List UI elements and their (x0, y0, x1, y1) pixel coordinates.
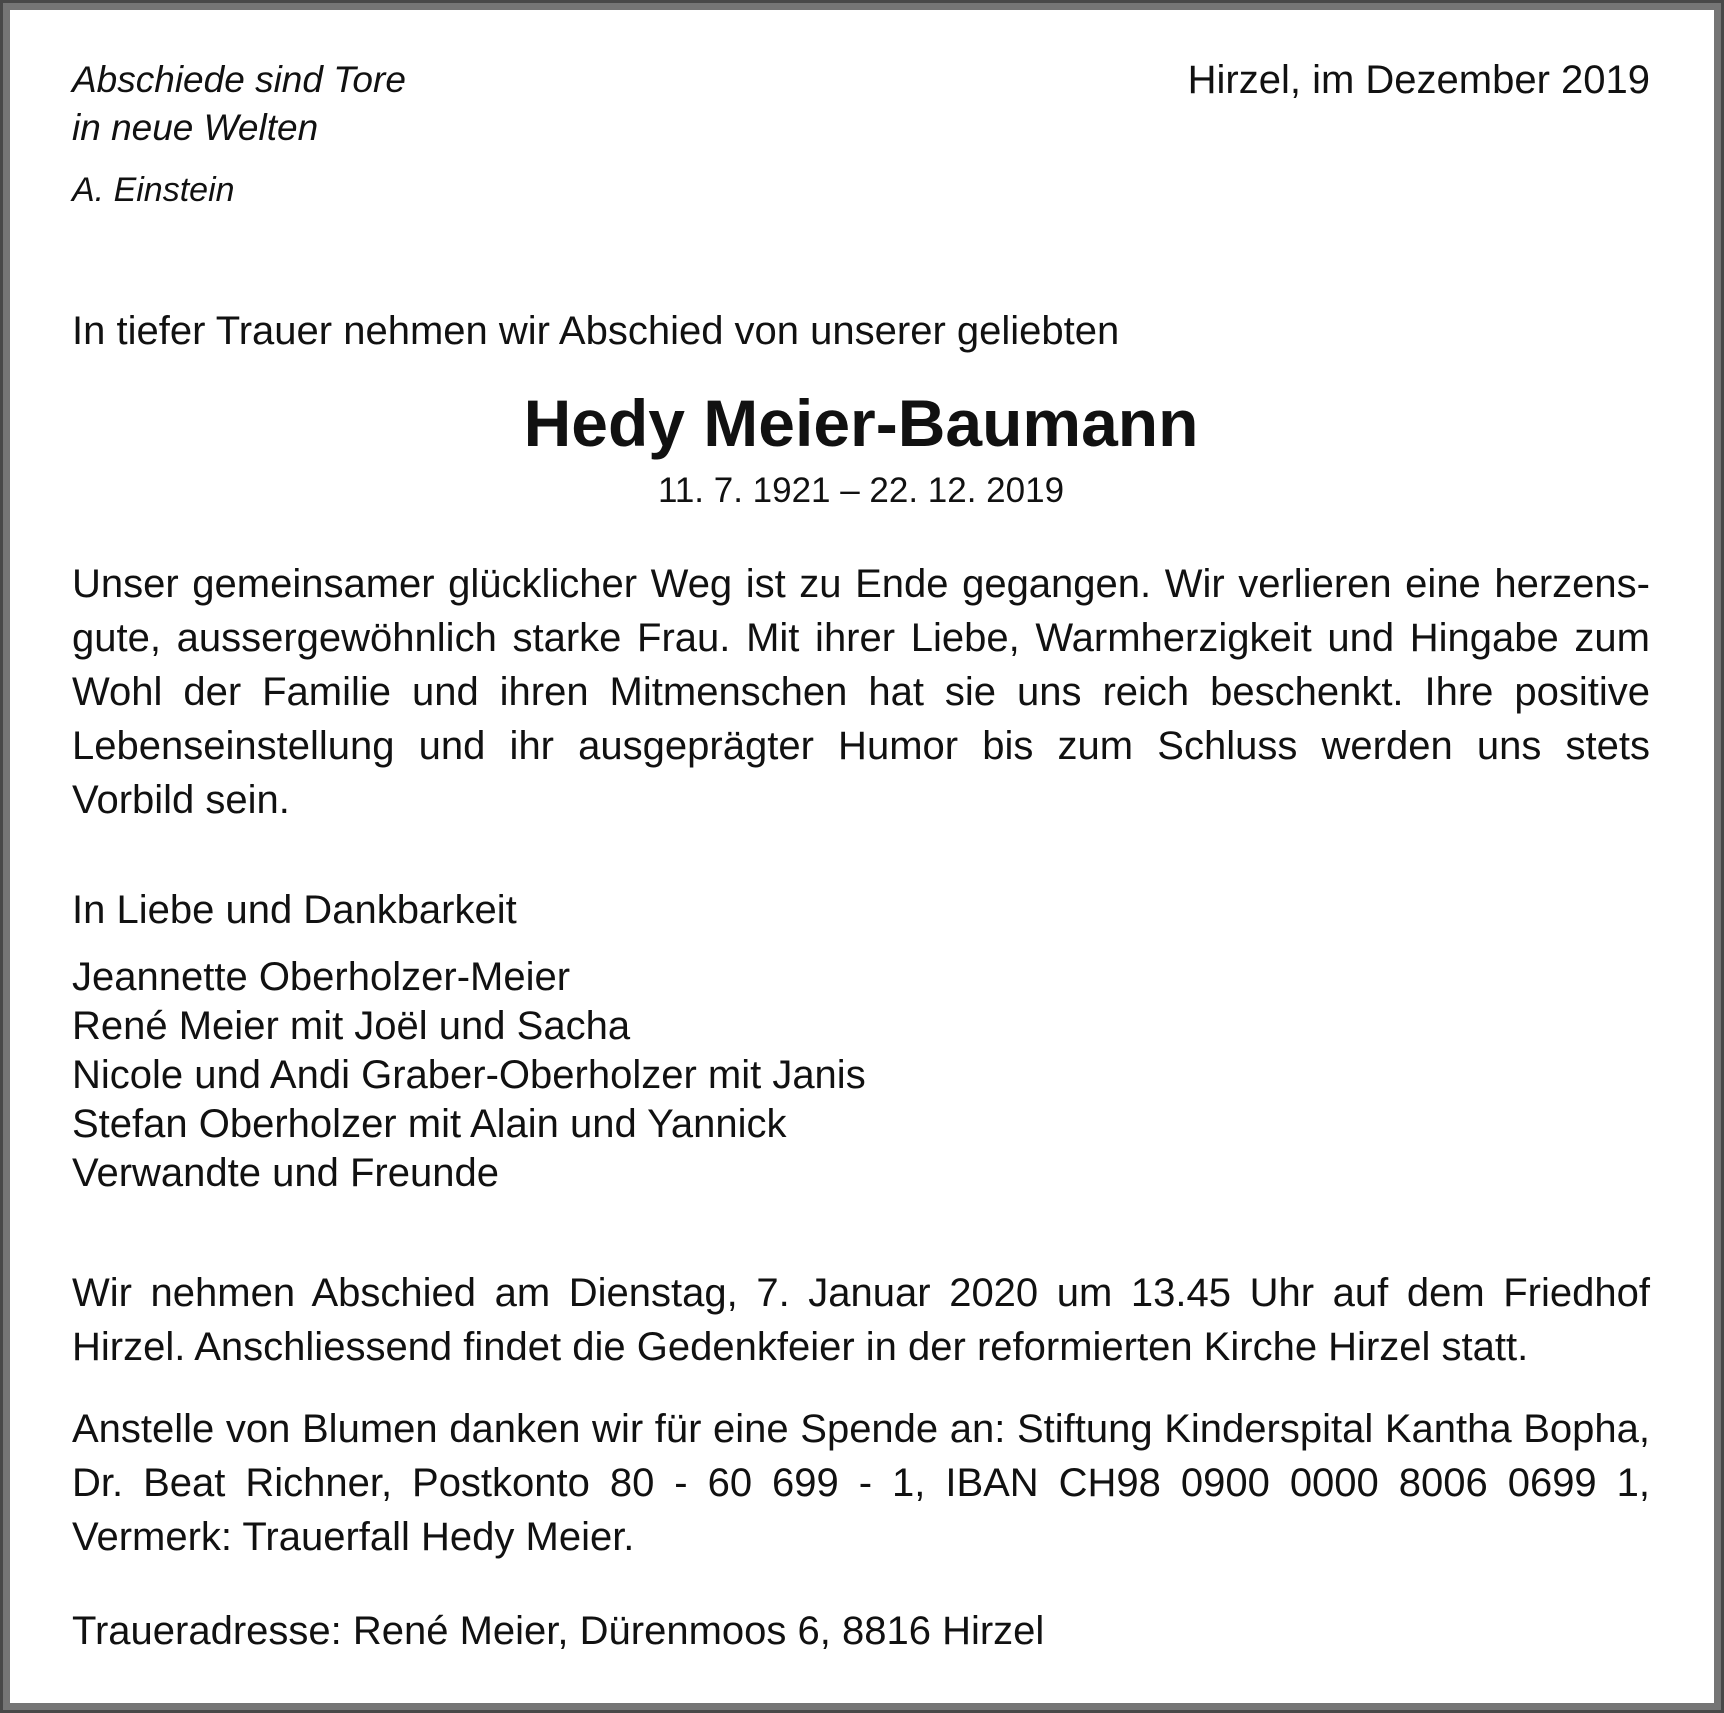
obituary-notice (3, 3, 1721, 1710)
epigraph-line-1: Abschiede sind Tore (72, 59, 406, 100)
epigraph-line-2: in neue Welten (72, 107, 319, 148)
mourners-list (72, 953, 1650, 1198)
mourner-item: Stefan Oberholzer mit Alain und Yannick (72, 1102, 787, 1146)
mourner-item: Jeannette Oberholzer-Meier (72, 955, 571, 999)
intro-line: In tiefer Trauer nehmen wir Abschied von unserer geliebten (72, 309, 1120, 353)
mourner-item: Nicole und Andi Graber-Oberholzer mit Janis (72, 1053, 866, 1097)
mourner-item: René Meier mit Joël und Sacha (72, 1004, 631, 1048)
epigraph-attribution: A. Einstein (72, 171, 235, 209)
life-dates: 11. 7. 1921 – 22. 12. 2019 (657, 471, 1065, 510)
deceased-name: Hedy Meier-Baumann (523, 386, 1199, 460)
mourner-item: Verwandte und Freunde (72, 1151, 499, 1195)
closing-line: In Liebe und Dankbarkeit (72, 888, 517, 932)
mourning-address: Traueradresse: René Meier, Dürenmoos 6, 8816 Hirzel (72, 1609, 1045, 1653)
epigraph (72, 56, 406, 212)
obituary-paragraph: Unser gemeinsamer glücklicher Weg ist zu Ende gegangen. Wir verlieren eine herzensgute, aussergewöhnlich starke Frau. Mit ihrer Liebe, Warmherzigkeit und Hingabe zum Wohl der Familie und ihren Mitmenschen hat sie uns reich beschenkt. Ihre positive Lebenseinstellung und ihr ausgeprägter Humor bis zum Schluss werden uns stets Vorbild sein. (72, 562, 1650, 822)
place-dateline: Hirzel, im Dezember 2019 (1187, 58, 1650, 102)
notice-header (72, 56, 1650, 212)
funeral-details-paragraph: Wir nehmen Abschied am Dienstag, 7. Januar 2020 um 13.45 Uhr auf dem Friedhof Hirzel. Anschliessend findet die Gedenkfeier in der reformierten Kirche Hirzel statt. (72, 1271, 1650, 1369)
donation-paragraph: Anstelle von Blumen danken wir für eine Spende an: Stiftung Kinderspital Kantha Bopha, Dr. Beat Richner, Postkonto 80 - 60 699 - 1, IBAN CH98 0900 0000 8006 0699 1, Vermerk: Trauerfall Hedy Meier. (72, 1407, 1650, 1559)
